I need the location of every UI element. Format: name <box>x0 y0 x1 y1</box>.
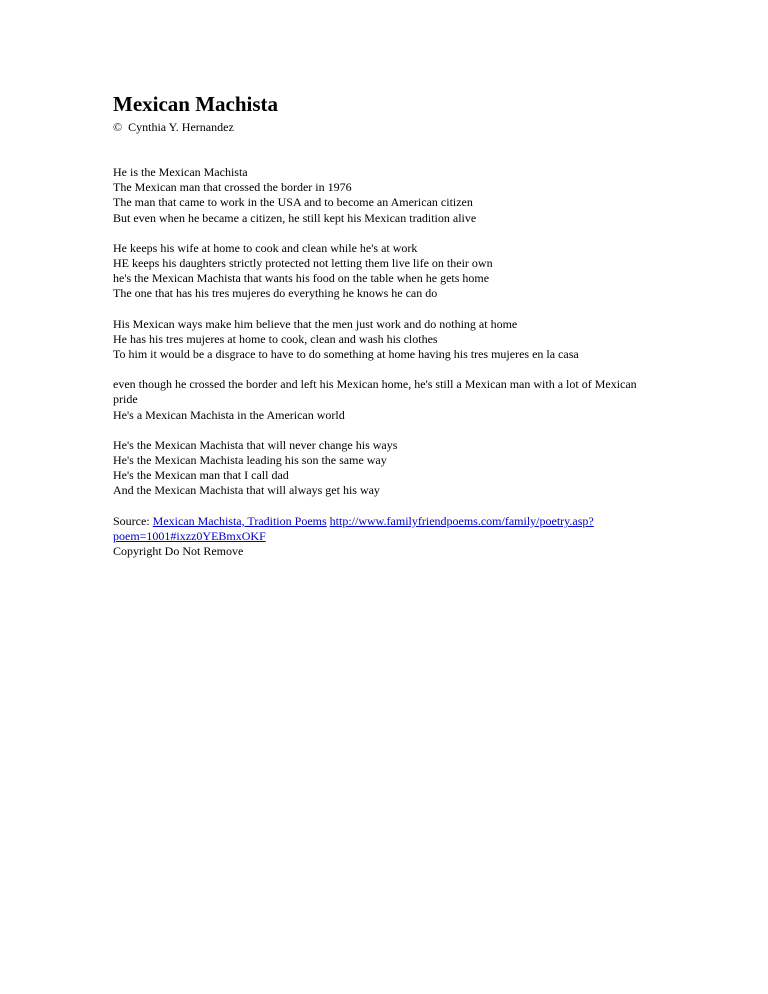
poem-line: The one that has his tres mujeres do everything he knows he can do <box>113 286 438 301</box>
stanza <box>113 241 653 302</box>
poem-line: even though he crossed the border and left his Mexican home, he's still a Mexican man with a lot of Mexican pride <box>113 377 637 407</box>
poem-line: He's the Mexican man that I call dad <box>113 468 289 483</box>
source-label: Source: <box>113 513 153 528</box>
poem-line: He keeps his wife at home to cook and clean while he's at work <box>113 240 418 255</box>
source-title-link[interactable]: Mexican Machista, Tradition Poems <box>152 513 327 528</box>
poem-line: He is the Mexican Machista <box>113 165 248 179</box>
stanza <box>113 317 653 363</box>
copyright-symbol: © <box>113 120 123 134</box>
stanza <box>113 438 653 499</box>
stanza <box>113 165 653 226</box>
poem-title: Mexican Machista <box>113 92 279 116</box>
document-page <box>113 90 653 559</box>
poem-line: He's the Mexican Machista leading his son the same way <box>113 453 387 468</box>
author-line <box>113 119 653 135</box>
stanza <box>113 377 653 423</box>
poem-body <box>113 165 653 559</box>
poem-line: He has his tres mujeres at home to cook, clean and wash his clothes <box>113 331 438 346</box>
source-url-link[interactable]: http://www.familyfriendpoems.com/family/poetry.asp?poem=1001#ixzz0YEBmxOKF <box>113 513 594 543</box>
poem-line: HE keeps his daughters strictly protected not letting them live life on their own <box>113 256 493 271</box>
poem-line: He's the Mexican Machista that will never change his ways <box>113 437 398 452</box>
source-block <box>113 514 653 560</box>
copyright-notice: Copyright Do Not Remove <box>113 544 244 559</box>
author-name: Cynthia Y. Hernandez <box>128 120 234 134</box>
poem-line: He's a Mexican Machista in the American world <box>113 407 345 422</box>
poem-line: And the Mexican Machista that will always get his way <box>113 483 380 498</box>
poem-line: The man that came to work in the USA and to become an American citizen <box>113 195 473 210</box>
poem-line: he's the Mexican Machista that wants his food on the table when he gets home <box>113 271 490 286</box>
poem-line: But even when he became a citizen, he still kept his Mexican tradition alive <box>113 210 477 225</box>
poem-line: His Mexican ways make him believe that the men just work and do nothing at home <box>113 316 518 331</box>
poem-line: To him it would be a disgrace to have to do something at home having his tres mujeres en la casa <box>113 347 579 362</box>
poem-line: The Mexican man that crossed the border in 1976 <box>113 180 352 195</box>
